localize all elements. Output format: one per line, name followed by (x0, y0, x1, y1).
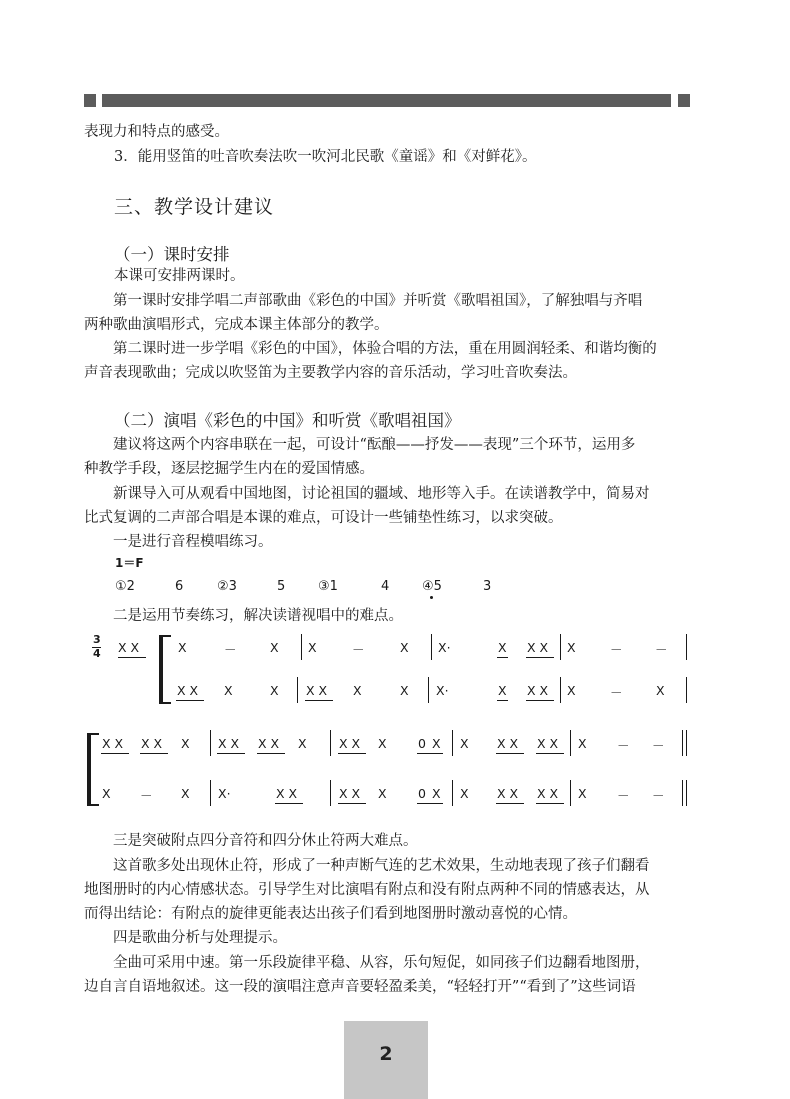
after-line-3: 地图册时的内心情感状态。引导学生对比演唱有附点和没有附点两种不同的情感表达，从 (84, 882, 650, 898)
note: X (567, 640, 576, 655)
note: X (460, 736, 469, 751)
beam (176, 700, 204, 701)
schedule-line-2: 第一课时安排学唱二声部歌曲《彩色的中国》并听赏《歌唱祖国》，了解独唱与齐唱 (84, 293, 643, 309)
header-bar-main (102, 94, 671, 107)
note: X (378, 736, 387, 751)
beam (140, 753, 168, 754)
beam (257, 753, 285, 754)
singing-line-5: 一是进行音程模唱练习。 (84, 534, 273, 550)
note: X (178, 640, 187, 655)
system-bracket (87, 734, 91, 806)
interval-note (422, 579, 442, 594)
note: X (498, 683, 507, 698)
after-line-2: 这首歌多处出现休止符，形成了一种声断气连的艺术效果，生动地表现了孩子们翻看 (84, 858, 650, 874)
note: X X (339, 736, 361, 751)
singing-line-4: 比式复调的二声部合唱是本课的难点，可设计一些铺垫性练习，以求突破。 (84, 510, 563, 526)
subheading-schedule: （一）课时安排 (114, 245, 230, 264)
barline (560, 634, 561, 660)
barline (210, 730, 211, 756)
note: X X (497, 736, 519, 751)
note: X (400, 683, 409, 698)
note: X X (537, 736, 559, 751)
dash: － (610, 685, 623, 700)
note: X· (436, 683, 449, 698)
bracket-cap-top (159, 635, 171, 637)
time-sig-bottom: 4 (93, 647, 101, 660)
note: X (656, 683, 665, 698)
final-barline-thin (682, 730, 683, 756)
note: X (270, 683, 279, 698)
singing-line-2: 种教学手段，逐层挖掘学生内在的爱国情感。 (84, 461, 374, 477)
rhythm-intro: 二是运用节奏练习，解决读谱视唱中的难点。 (84, 608, 403, 624)
bracket-cap-bottom (159, 702, 171, 704)
final-barline-thick (686, 780, 687, 806)
rest: 0 (418, 736, 426, 751)
dash: － (352, 642, 365, 657)
beam (275, 803, 303, 804)
dash: － (617, 738, 630, 753)
note: X (181, 786, 190, 801)
interval-note: ①2 (115, 579, 135, 594)
note: X X (527, 683, 549, 698)
barline (560, 677, 561, 703)
note: X (181, 736, 190, 751)
subheading-singing: （二）演唱《彩色的中国》和听赏《歌唱祖国》 (114, 411, 461, 430)
barline (301, 634, 302, 660)
note: X X (306, 683, 328, 698)
section-heading: 三、教学设计建议 (114, 196, 275, 218)
note: X X (177, 683, 199, 698)
beam (305, 700, 333, 701)
beam (496, 803, 524, 804)
pickup-notes: X X (118, 640, 140, 655)
key-signature: 1＝F (115, 556, 144, 570)
beam (101, 753, 129, 754)
final-barline-thin (682, 780, 683, 806)
note: X (102, 786, 111, 801)
interval-note: ②3 (217, 579, 237, 594)
beam (536, 803, 564, 804)
page-number: 2 (379, 1043, 393, 1065)
barline (686, 677, 687, 703)
dash: － (652, 738, 665, 753)
beam (217, 753, 245, 754)
note: X (298, 736, 307, 751)
note: X X (537, 786, 559, 801)
note: X (498, 640, 507, 655)
beam (338, 753, 366, 754)
note: X X (258, 736, 280, 751)
note: X (400, 640, 409, 655)
interval-note: 4 (381, 579, 390, 594)
dash: － (652, 788, 665, 803)
barline (452, 780, 453, 806)
interval-note-text: ④5 (422, 579, 442, 594)
schedule-line-3: 两种歌曲演唱形式，完成本课主体部分的教学。 (84, 317, 389, 333)
interval-note: 3 (483, 579, 492, 594)
beam (496, 753, 524, 754)
note: X (567, 683, 576, 698)
note: X (578, 736, 587, 751)
interval-note: ③1 (318, 579, 338, 594)
bracket-cap-bottom (87, 804, 99, 806)
note: X X (497, 786, 519, 801)
dash: － (655, 642, 668, 657)
beam (536, 753, 564, 754)
schedule-line-5: 声音表现歌曲；完成以吹竖笛为主要教学内容的音乐活动，学习吐音吹奏法。 (84, 365, 577, 381)
note: X (224, 683, 233, 698)
note: X· (438, 640, 451, 655)
note: X X (527, 640, 549, 655)
note: X (308, 640, 317, 655)
page-number-box (344, 1021, 428, 1099)
note: X X (276, 786, 298, 801)
after-line-4: 而得出结论：有附点的旋律更能表达出孩子们看到地图册时激动喜悦的心情。 (84, 906, 577, 922)
note: X (378, 786, 387, 801)
bracket-cap-top (87, 733, 99, 735)
note: X X (339, 786, 361, 801)
schedule-line-1: 本课可安排两课时。 (114, 268, 245, 284)
note: X (432, 786, 441, 801)
dash: － (140, 788, 153, 803)
note: X X (102, 736, 124, 751)
after-line-7: 边自言自语地叙述。这一段的演唱注意声音要轻盈柔美，“轻轻打开”“看到了”这些词语 (84, 979, 636, 995)
header-bar-right (678, 94, 690, 107)
singing-line-3: 新课导入可从观看中国地图，讨论祖国的疆域、地形等入手。在读谱教学中，简易对 (84, 486, 650, 502)
intro-continued: 表现力和特点的感受。 (84, 124, 229, 140)
beam (338, 803, 366, 804)
schedule-line-4: 第二课时进一步学唱《彩色的中国》，体验合唱的方法，重在用圆润轻柔、和谐均衡的 (84, 341, 657, 357)
beam (497, 657, 508, 658)
barline (570, 730, 571, 756)
beam (417, 803, 443, 804)
barline (428, 677, 429, 703)
beam (497, 700, 508, 701)
barline (330, 730, 331, 756)
rest: 0 (418, 786, 426, 801)
barline (570, 780, 571, 806)
barline (330, 780, 331, 806)
barline (210, 780, 211, 806)
dash: － (610, 642, 623, 657)
barline (686, 634, 687, 660)
beam (526, 657, 554, 658)
beam (417, 753, 443, 754)
dash: － (224, 642, 237, 657)
note: X (460, 786, 469, 801)
interval-note: 6 (175, 579, 184, 594)
note: X (432, 736, 441, 751)
interval-note: 5 (277, 579, 286, 594)
barline (452, 730, 453, 756)
dash: － (617, 788, 630, 803)
note: X X (218, 736, 240, 751)
beam (526, 700, 554, 701)
barline (431, 634, 432, 660)
beam (118, 657, 146, 658)
final-barline-thick (686, 730, 687, 756)
after-line-5: 四是歌曲分析与处理提示。 (84, 930, 287, 946)
note: X (353, 683, 362, 698)
singing-line-1: 建议将这两个内容串联在一起，可设计“酝酿——抒发——表现”三个环节，运用多 (84, 437, 636, 453)
note: X X (141, 736, 163, 751)
after-line-6: 全曲可采用中速。第一乐段旋律平稳、从容，乐句短促，如同孩子们边翻看地图册， (84, 955, 650, 971)
system-bracket (159, 636, 163, 704)
note: X· (218, 786, 231, 801)
note: X (578, 786, 587, 801)
time-sig-top: 3 (93, 633, 101, 646)
objective-3: 3．能用竖笛的吐音吹奏法吹一吹河北民歌《童谣》和《对鲜花》。 (114, 149, 537, 165)
after-line-1: 三是突破附点四分音符和四分休止符两大难点。 (84, 833, 418, 849)
note: X (270, 640, 279, 655)
barline (297, 677, 298, 703)
header-bar-left (84, 94, 96, 107)
